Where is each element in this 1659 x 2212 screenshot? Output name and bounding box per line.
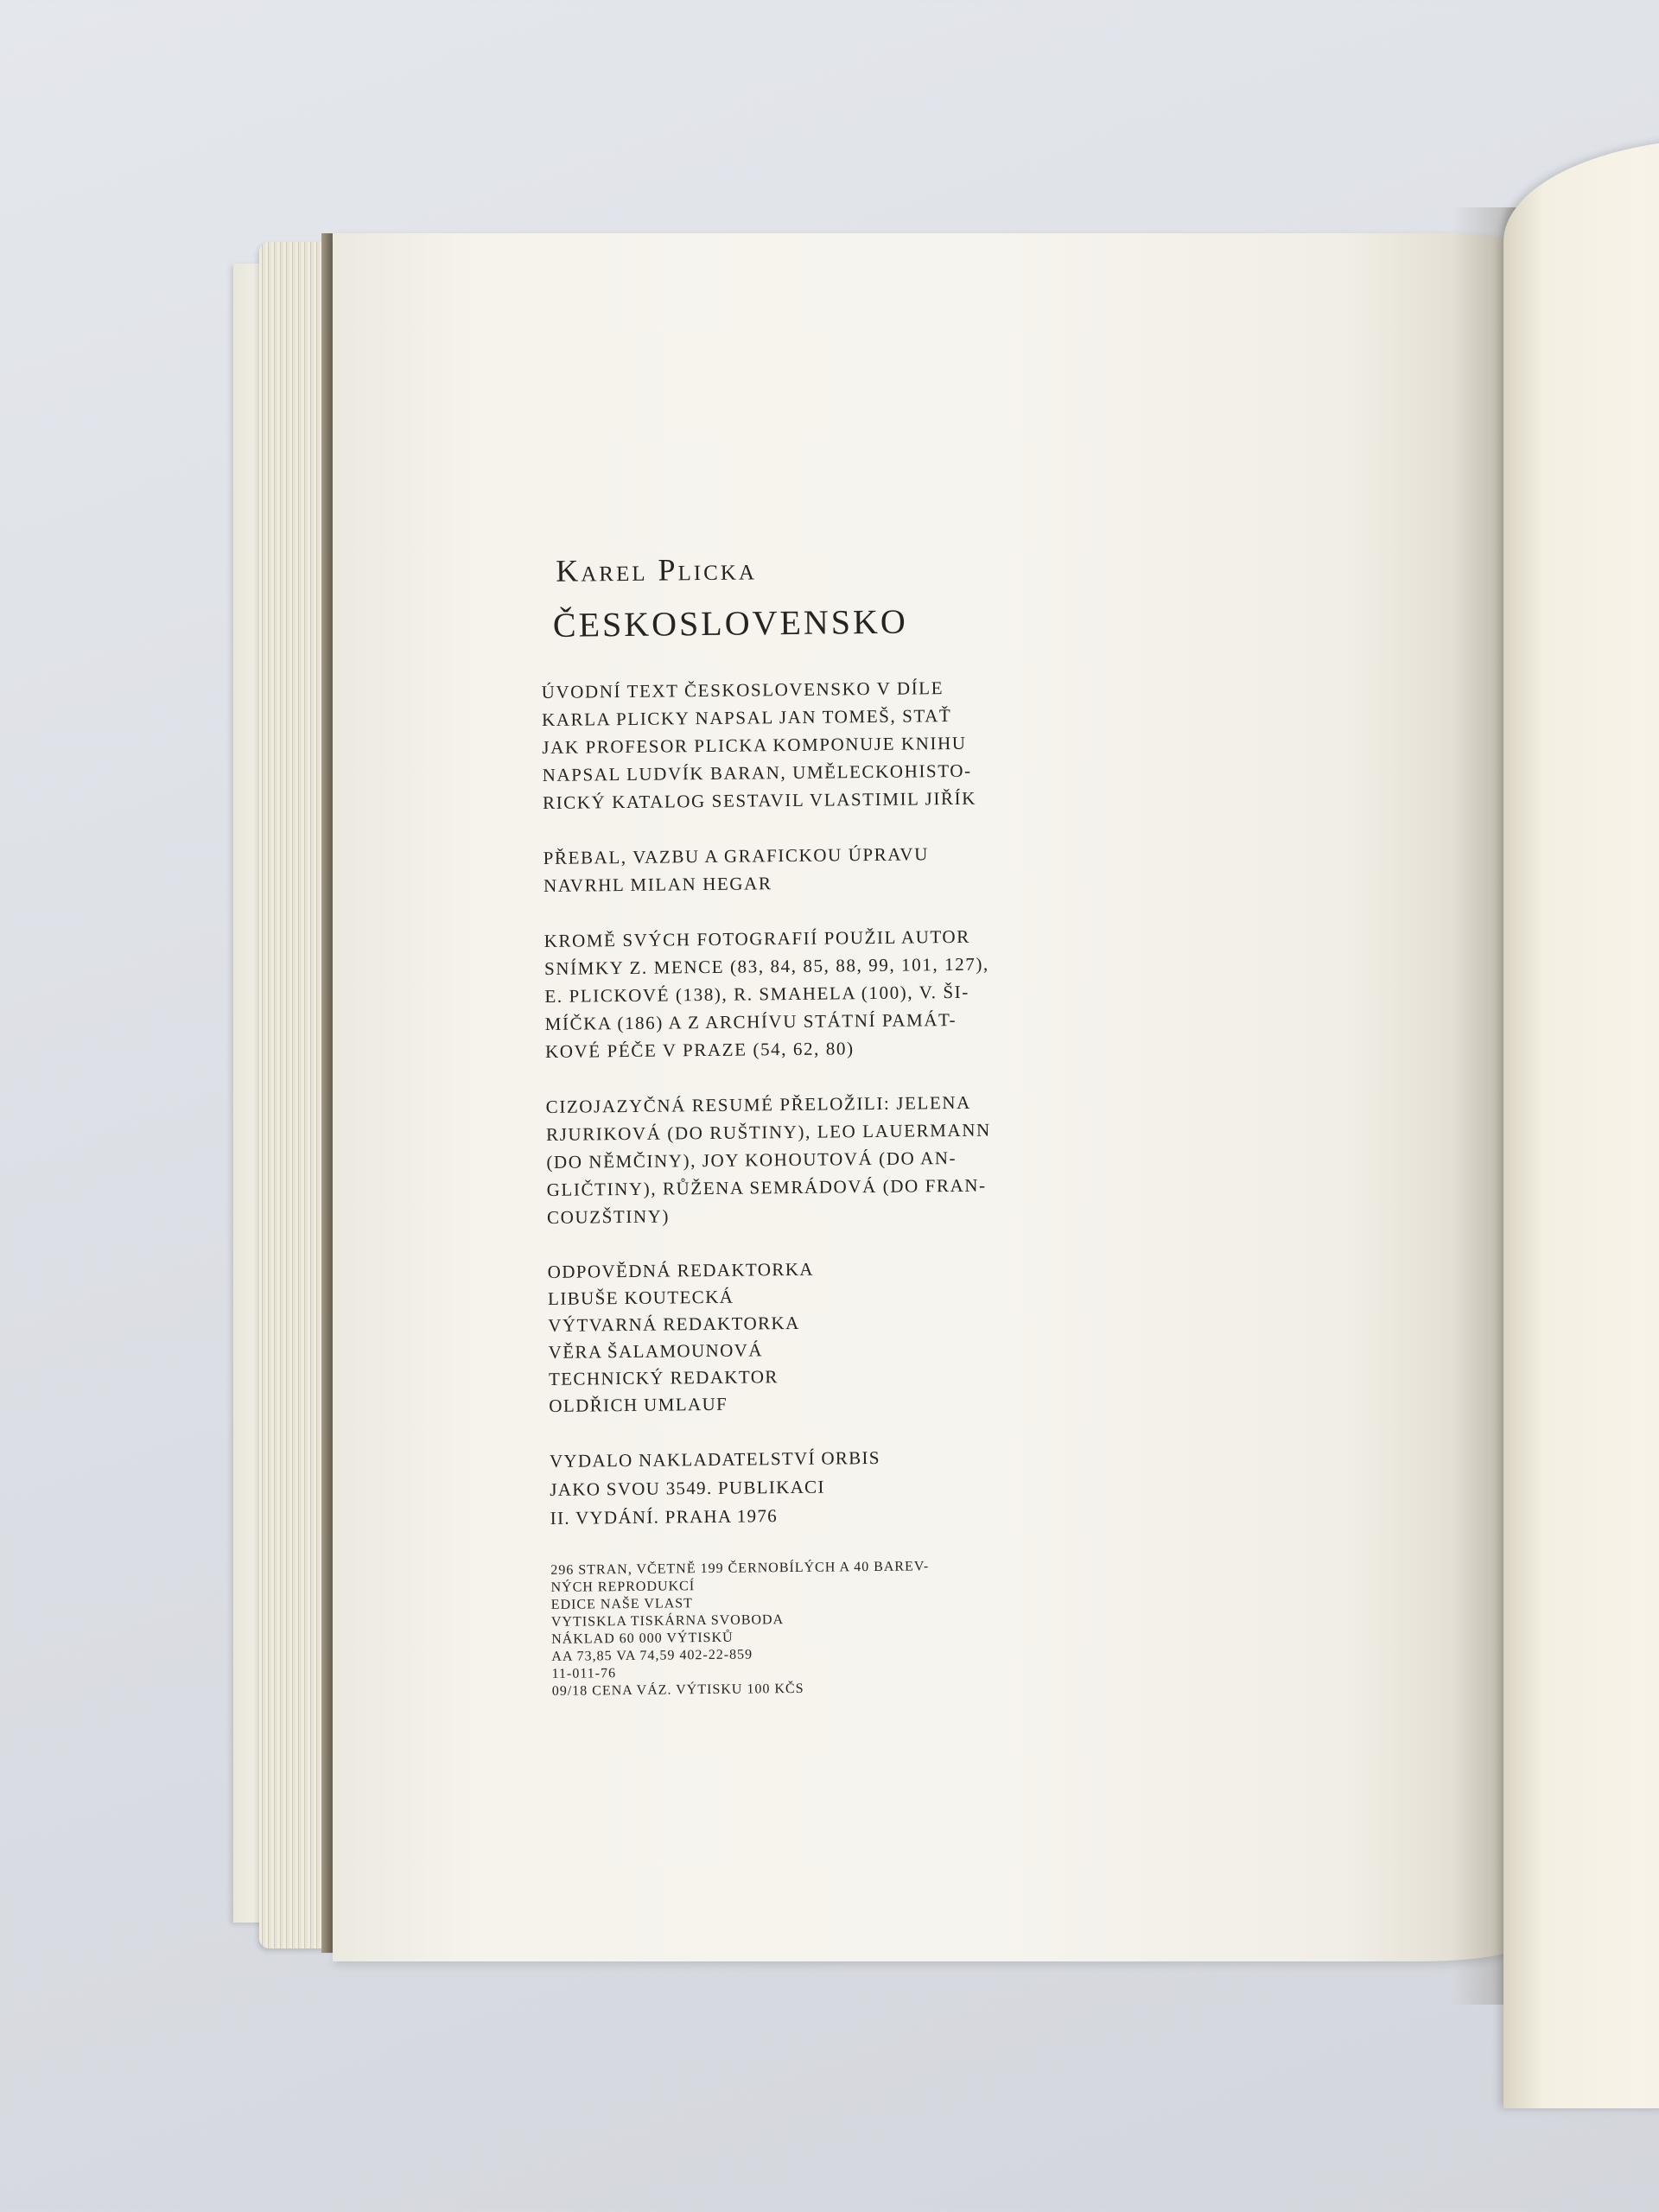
imprint-line: NÁKLAD 60 000 VÝTISKŮ <box>551 1630 734 1647</box>
photos-line: KROMĚ SVÝCH FOTOGRAFIÍ POUŽIL AUTOR <box>543 925 970 951</box>
translations-line: CIZOJAZYČNÁ RESUMÉ PŘELOŽILI: JELENA <box>545 1091 971 1117</box>
imprint-line: 09/18 CENA VÁZ. VÝTISKU 100 KČS <box>551 1681 804 1699</box>
imprint-line: 11-011-76 <box>551 1666 617 1681</box>
credit-line: OLDŘICH UMLAUF <box>549 1393 728 1416</box>
translations-line: COUZŠTINY) <box>546 1205 671 1228</box>
credit-line: LIBUŠE KOUTECKÁ <box>547 1286 734 1309</box>
photos-line: SNÍMKY Z. MENCE (83, 84, 85, 88, 99, 101, 127), <box>543 953 989 979</box>
intro-line: JAK PROFESOR PLICKA KOMPONUJE KNIHU <box>542 732 967 758</box>
imprint-line: NÝCH REPRODUKCÍ <box>550 1579 696 1595</box>
credit-line: ODPOVĚDNÁ REDAKTORKA <box>547 1258 815 1282</box>
photos-paragraph <box>544 922 1030 1065</box>
facing-page <box>1503 138 1659 2108</box>
imprint-line: EDICE NAŠE VLAST <box>550 1596 693 1612</box>
imprint-block <box>550 1557 1036 1700</box>
publisher-block <box>550 1442 1034 1533</box>
design-line: PŘEBAL, VAZBU A GRAFICKOU ÚPRAVU <box>543 843 930 868</box>
imprint-line: AA 73,85 VA 74,59 402-22-859 <box>551 1647 753 1664</box>
imprint-line: VYTISKLA TISKÁRNA SVOBODA <box>550 1612 785 1630</box>
colophon-text <box>540 548 1036 1700</box>
photos-line: E. PLICKOVÉ (138), R. SMAHELA (100), V. ŠI- <box>544 981 970 1007</box>
credit-line: VÝTVARNÁ REDAKTORKA <box>548 1312 800 1336</box>
translations-line: GLIČTINY), RŮŽENA SEMRÁDOVÁ (DO FRAN- <box>546 1174 987 1200</box>
photos-line: KOVÉ PÉČE V PRAZE (54, 62, 80) <box>544 1038 855 1062</box>
translations-line: RJURIKOVÁ (DO RUŠTINY), LEO LAUERMANN <box>545 1119 991 1145</box>
intro-line: ÚVODNÍ TEXT ČESKOSLOVENSKO V DÍLE <box>541 677 944 702</box>
author-name: Karel Plicka <box>556 551 758 588</box>
photos-line: MÍČKA (186) A Z ARCHÍVU STÁTNÍ PAMÁT- <box>544 1008 957 1034</box>
intro-paragraph <box>542 673 1027 817</box>
publisher-line: II. VYDÁNÍ. PRAHA 1976 <box>550 1505 779 1529</box>
publisher-line: VYDALO NAKLADATELSTVÍ ORBIS <box>549 1446 880 1471</box>
publisher-line: JAKO SVOU 3549. PUBLIKACI <box>550 1476 825 1500</box>
design-line: NAVRHL MILAN HEGAR <box>543 873 772 896</box>
credit-line: VĚRA ŠALAMOUNOVÁ <box>548 1339 763 1363</box>
intro-line: RICKÝ KATALOG SESTAVIL VLASTIMIL JIŘÍK <box>542 787 977 813</box>
credit-line: TECHNICKÝ REDAKTOR <box>548 1366 779 1389</box>
book-title: ČESKOSLOVENSKO <box>552 601 909 645</box>
editors-credits <box>548 1254 1033 1420</box>
translations-line: (DO NĚMČINY), JOY KOHOUTOVÁ (DO AN- <box>546 1147 957 1173</box>
intro-line: KARLA PLICKY NAPSAL JAN TOMEŠ, STAŤ <box>541 705 952 730</box>
design-paragraph <box>543 839 1028 899</box>
intro-line: NAPSAL LUDVÍK BARAN, UMĚLECKOHISTO- <box>542 760 972 785</box>
imprint-line: 296 STRAN, VČETNĚ 199 ČERNOBÍLÝCH A 40 BAREV- <box>550 1559 930 1578</box>
translations-paragraph <box>546 1088 1032 1231</box>
